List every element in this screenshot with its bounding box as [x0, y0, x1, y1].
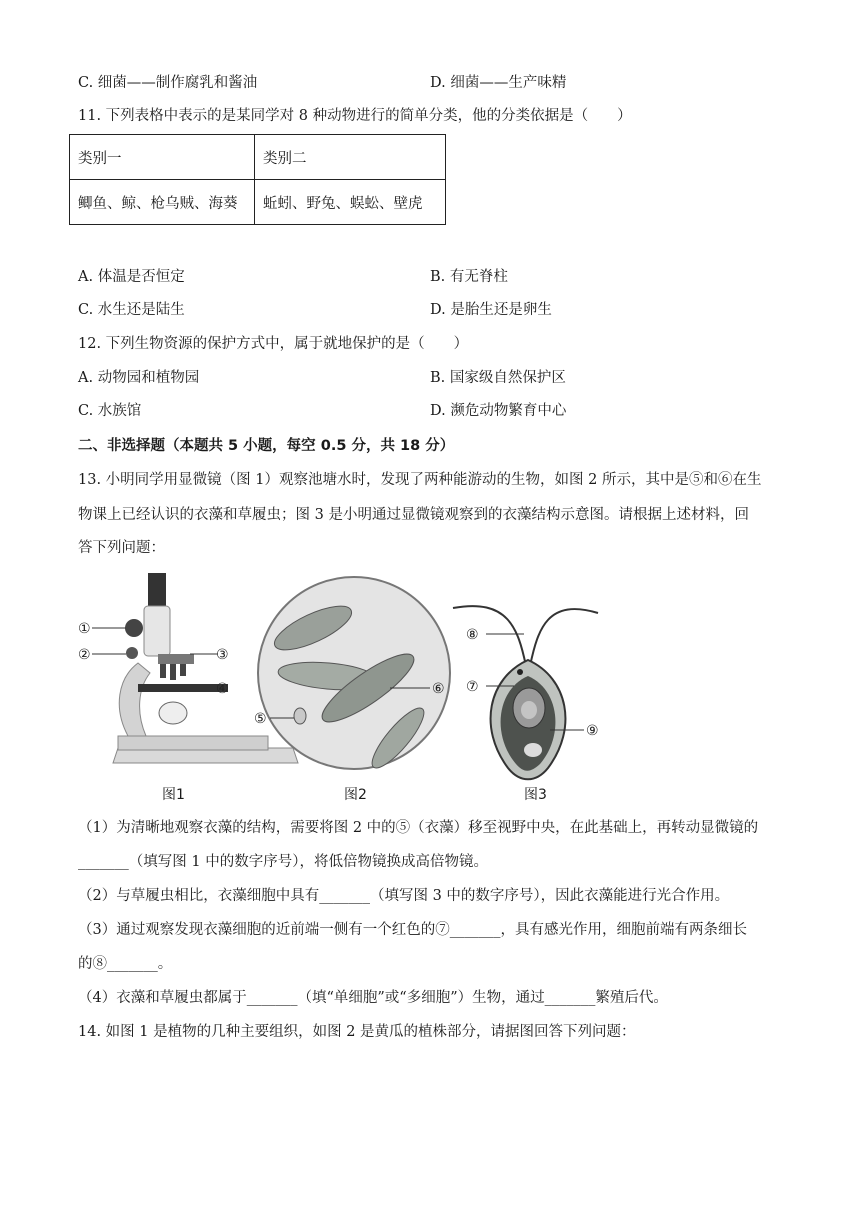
q13-part4: （4）衣藻和草履虫都属于_______（填“单细胞”或“多细胞”）生物，通过_______繁殖后代。	[78, 990, 668, 1006]
q13-part2: （2）与草履虫相比，衣藻细胞中具有_______（填写图 3 中的数字序号），因此衣藻能进行光合作用。	[78, 888, 730, 904]
q13-part1-line1: （1）为清晰地观察衣藻的结构，需要将图 2 中的⑤（衣藻）移至视野中央，在此基础上，再转动显微镜的	[78, 820, 759, 836]
q11-option-c: C. 水生还是陆生	[78, 302, 185, 318]
fig1-label-1: ①	[78, 621, 91, 637]
fig2-label-5: ⑤	[254, 711, 267, 727]
section-2-title: 二、非选择题（本题共 5 小题，每空 0.5 分，共 18 分）	[78, 438, 455, 454]
table-cell: 鲫鱼、鲸、枪乌贼、海葵	[70, 180, 255, 225]
fig1-label-3: ③	[216, 647, 229, 663]
q13-part3-line2: 的⑧_______。	[78, 956, 173, 972]
fig3-label-7: ⑦	[466, 679, 479, 695]
q13-stem-line2: 物课上已经认识的衣藻和草履虫；图 3 是小明通过显微镜观察到的衣藻结构示意图。请根据上述材料，回	[78, 507, 749, 523]
q13-part3-line1: （3）通过观察发现衣藻细胞的近前端一侧有一个红色的⑦_______，具有感光作用，细胞前端有两条细长	[78, 922, 747, 938]
q11-option-a: A. 体温是否恒定	[78, 269, 185, 285]
q11-classification-table	[69, 134, 446, 225]
q12-option-d: D. 濒危动物繁育中心	[430, 403, 567, 419]
q13-stem-line3: 答下列问题：	[78, 540, 165, 556]
fig2-caption: 图2	[344, 787, 367, 803]
q11-option-b: B. 有无脊柱	[430, 269, 508, 285]
field-of-view-figure	[258, 577, 450, 774]
q10-option-c: C. 细菌——制作腐乳和酱油	[78, 75, 258, 91]
q13-stem-line1: 13. 小明同学用显微镜（图 1）观察池塘水时，发现了两种能游动的生物，如图 2 所示，其中是⑤和⑥在生	[78, 472, 762, 488]
figures-svg	[78, 568, 638, 808]
q10-option-d: D. 细菌——生产味精	[430, 75, 567, 91]
fig2-label-6: ⑥	[432, 681, 445, 697]
fig3-caption: 图3	[524, 787, 547, 803]
q12-option-b: B. 国家级自然保护区	[430, 370, 566, 386]
q13-figures	[78, 568, 638, 808]
q14-stem: 14. 如图 1 是植物的几种主要组织，如图 2 是黄瓜的植株部分，请据图回答下列问题：	[78, 1024, 636, 1040]
fig3-label-9: ⑨	[586, 723, 599, 739]
q13-part1-line2: _______（填写图 1 中的数字序号），将低倍物镜换成高倍物镜。	[78, 854, 488, 870]
table-cell: 蚯蚓、野兔、蜈蚣、壁虎	[255, 180, 446, 225]
table-header-cell: 类别二	[255, 135, 446, 180]
fig1-label-4: ④	[216, 681, 229, 697]
q12-option-c: C. 水族馆	[78, 403, 142, 419]
q12-stem: 12. 下列生物资源的保护方式中，属于就地保护的是（ ）	[78, 336, 469, 352]
fig3-label-8: ⑧	[466, 627, 479, 643]
q12-option-a: A. 动物园和植物园	[78, 370, 200, 386]
q11-option-d: D. 是胎生还是卵生	[430, 302, 552, 318]
q11-stem: 11. 下列表格中表示的是某同学对 8 种动物进行的简单分类，他的分类依据是（ ）	[78, 108, 632, 124]
table-header-cell: 类别一	[70, 135, 255, 180]
fig1-caption: 图1	[162, 787, 185, 803]
fig1-label-2: ②	[78, 647, 91, 663]
